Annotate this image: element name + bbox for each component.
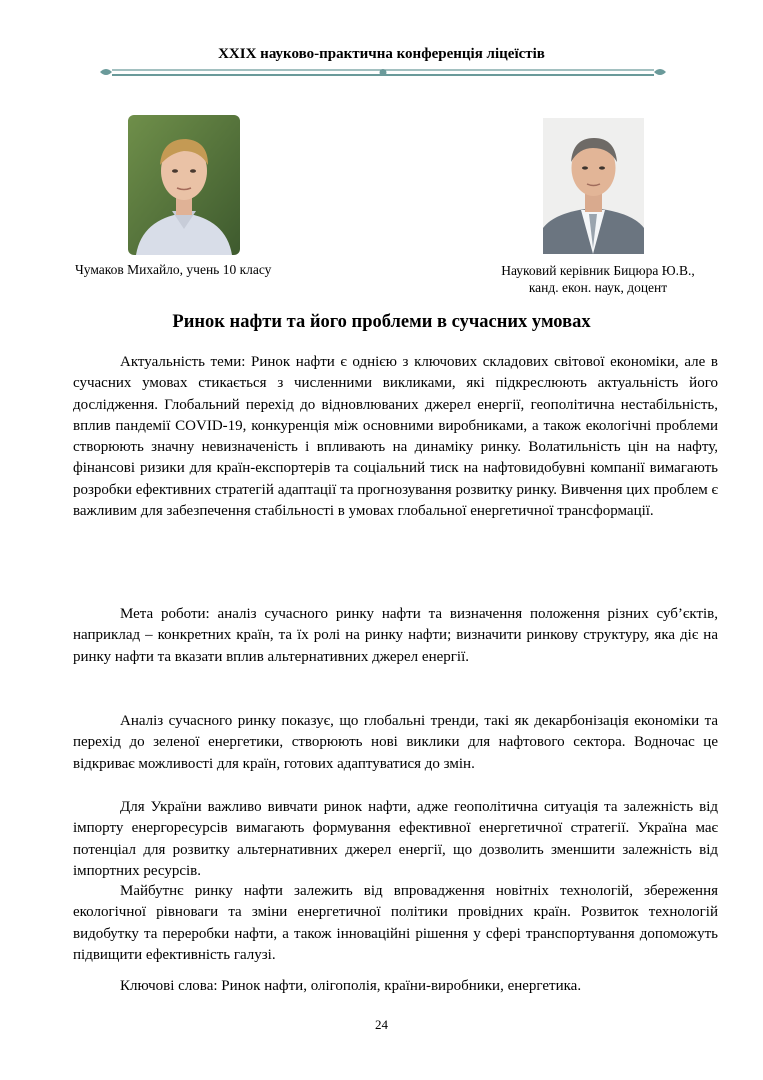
page-number: 24 bbox=[375, 1017, 388, 1032]
paragraph-relevance: Актуальність теми: Ринок нафти є однією з ключових складових світової економіки, але в сучасних умовах стикається з численними викликами, які підкреслюють актуальність його дослідження. Глобальний перехід до відновлюваних джерел енергії, геополітична нестабільність, вплив пандемії COVID-19, конкуренція між основними виробниками, а також екологічні проблеми створюють значну невизначеність і впливають на динаміку ринку. Волатильність цін на нафту, фінансові ризики для країн-експортерів та соціальний тиск на нафтовидобувні компанії вимагають розробки ефективних стратегій адаптації та прогнозування розвитку ринку. Вивчення цих проблем є важливим для забезпечення стабільності в умовах глобальної енергетичної трансформації. bbox=[73, 354, 718, 520]
paragraph-keywords: Ключові слова: Ринок нафти, олігополія, країни-виробники, енергетика. bbox=[120, 978, 582, 994]
header-ornament-divider bbox=[98, 66, 668, 80]
conference-title: XXIX науково-практична конференція ліцеїстів bbox=[218, 46, 545, 62]
paragraph-ukraine: Для України важливо вивчати ринок нафти, адже геополітична ситуація та залежність від імпорту енергоресурсів вимагають формування ефективної енергетичної стратегії. Україна має потенціал для розвитку альтернативних джерел енергії, що дозволить зменшити залежність від імпортних ресурсів. bbox=[73, 799, 718, 879]
student-caption: Чумаков Михайло, учень 10 класу bbox=[75, 262, 272, 277]
paragraph-analysis: Аналіз сучасного ринку показує, що глобальні тренди, такі як декарбонізація економіки та перехід до зеленої енергетики, створюють нові виклики для нафтового сектора. Водночас це відкриває можливості для країн, готових адаптуватися до змін. bbox=[73, 713, 718, 772]
advisor-caption-line1: Науковий керівник Бицюра Ю.В., bbox=[501, 263, 695, 278]
student-photo bbox=[128, 115, 240, 255]
advisor-caption-line2: канд. екон. наук, доцент bbox=[528, 280, 668, 295]
advisor-photo bbox=[543, 118, 644, 254]
advisor-caption bbox=[468, 262, 728, 296]
article-title: Ринок нафти та його проблеми в сучасних умовах bbox=[172, 312, 591, 332]
paragraph-goal: Мета роботи: аналіз сучасного ринку нафти та визначення положення різних суб’єктів, наприклад – конкретних країн, та їх ролі на ринку нафти; визначити ринкову структуру, яка діє на ринку нафти та вказати вплив альтернативних джерел енергії. bbox=[73, 606, 718, 665]
paragraph-future: Майбутнє ринку нафти залежить від впровадження новітніх технологій, збереження екологічної рівноваги та зміни енергетичної політики провідних країн. Розвиток технологій видобутку та переробки нафти, а також інноваційні рішення у сфері транспортування допоможуть підвищити ефективність галузі. bbox=[73, 883, 718, 963]
